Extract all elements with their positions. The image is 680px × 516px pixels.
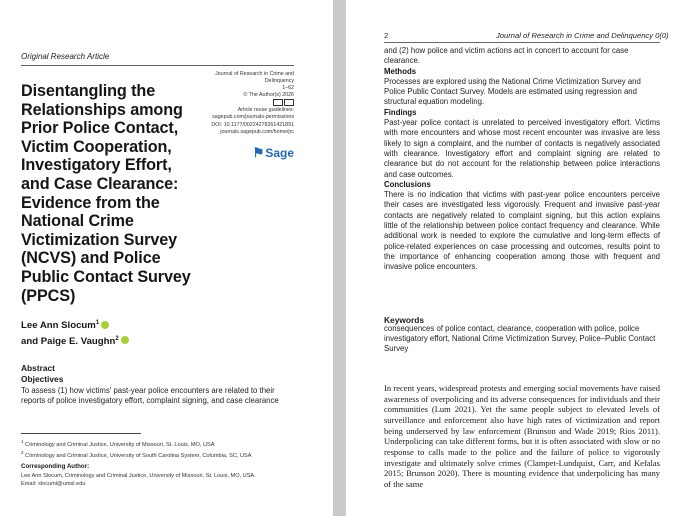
license-icons [198, 99, 294, 107]
footnotes [21, 438, 311, 460]
conclusions-text: There is no indication that victims with past-year police encounters perceive their cases are investigated less vigorously. Frequent and invasive past-year contacts are negatively related to complaint signing, but this action explains little of the relationship between police contact frequency and clearance. While additional work is needed to explore the cumulative and long-term effects of police-related experiences on case processing and outcomes, results point to the importance of enhancing cooperation among those with frequent and invasive police encounters. [384, 190, 660, 272]
running-head: Journal of Research in Crime and Delinquency 0(0) [496, 31, 669, 40]
conclusions-heading: Conclusions [384, 179, 431, 189]
author-1-affil: 1 [95, 320, 100, 326]
corresponding-email[interactable]: Email: slocuml@umsl.edu [21, 481, 86, 488]
corresponding-heading: Corresponding Author: [21, 463, 90, 470]
author-2-prefix: and [21, 335, 39, 347]
footnote-2-text: Criminology and Criminal Justice, University of South Carolina System, Columbia, SC, USA [25, 452, 252, 459]
corresponding-line: Lee Ann Slocum, Criminology and Criminal Justice, University of Missouri, St. Louis, MO, USA. [21, 473, 256, 479]
body-paragraph: In recent years, widespread protests and emerging social movements have raised awareness of overpolicing and its adverse consequences for individuals and their communities (Lum 2021). Yet the same people subject to elevated levels of surveillance and enforcement also have high rates of victimization and report being underserved by law enforcement (Brunson and Wade 2019; Rios 2011). Underpolicing can take different forms, but it is often associated with slow or no response to calls made to the police and the failure of police to vigorously investigate and ultimately solve crimes (Clampet-Lundquist, Carr, and Kefalas 2015; Brunson 2020). There is mounting evidence that underpolicing has many of the same [384, 383, 660, 489]
footnote-1-text: Criminology and Criminal Justice, University of Missouri, St. Louis, MO, USA [25, 441, 215, 448]
sage-s-icon: ⚑ [252, 145, 265, 160]
publisher-name: Sage [265, 146, 294, 160]
reuse-link[interactable]: sagepub.com/journals-permissions [212, 114, 294, 121]
right-page [346, 0, 680, 516]
corresponding-info [21, 472, 321, 488]
orcid-icon[interactable] [121, 336, 129, 344]
reuse-label: Article reuse guidelines: [237, 107, 294, 114]
footnote-2 [21, 449, 311, 460]
abstract-heading: Abstract [21, 363, 55, 373]
doi[interactable]: DOI: 10.1177/00224278261421891 [211, 121, 294, 128]
journal-home-link[interactable]: journals.sagepub.com/home/jrc [220, 128, 294, 135]
objectives-text: To assess (1) how victims' past-year police encounters are related to their reports of police investigatory effort, complaint signing, and case clearance [21, 386, 279, 406]
keywords-text: consequences of police contact, clearance, cooperation with police, police investigatory effort, National Crime Victimization Survey, Police–Public Contact Survey [384, 324, 656, 354]
footnote-1 [21, 438, 311, 449]
sage-logo [250, 145, 294, 159]
keywords-heading: Keywords [384, 315, 425, 325]
author-line-2 [21, 333, 129, 349]
methods-text: Processes are explored using the National Crime Victimization Survey and Police Public Contact Survey. Models are estimated using regression and structural equation modeling. [384, 76, 641, 107]
objectives-heading: Objectives [21, 374, 64, 384]
objectives-continued: and (2) how police and victim actions act in concert to account for case clearance. [384, 46, 629, 66]
running-head-divider [384, 42, 660, 43]
footnote-2-mark: 2 [21, 449, 24, 455]
footnote-divider [21, 433, 141, 434]
journal-meta [198, 71, 294, 136]
open-access-icon [284, 99, 294, 106]
author-2-affil: 2 [115, 335, 119, 342]
cc-license-icon [273, 99, 283, 106]
author-line-1 [21, 317, 129, 333]
findings-heading: Findings [384, 107, 417, 117]
footnote-1-mark: 1 [21, 439, 24, 444]
header-divider [21, 65, 294, 66]
article-title: Disentangling the Relationships among Prior Police Contact, Victim Cooperation, Investigatory Effort, and Case Clearance: Evidence from the National Crime Victimization Survey (NCVS) and Police Public Contact Survey (PPCS) [21, 82, 191, 305]
page-number: 2 [384, 31, 389, 40]
findings-text: Past-year police contact is unrelated to perceived investigatory effort. Victims with more encounters and whose most recent encounter was invasive are less likely to sign a complaint, and the number of contacts is negatively associated with clearance. Investigatory effort and complaint signing are related to clearance but do not account for the relationship between police interactions and case outcomes. [384, 118, 660, 179]
methods-heading: Methods [384, 66, 417, 76]
abstract-continued [384, 46, 660, 273]
copyright: © The Author(s) 2026 [243, 92, 294, 99]
author-list [21, 317, 129, 348]
orcid-icon[interactable] [101, 321, 109, 329]
author-1-name: Lee Ann Slocum [21, 320, 96, 332]
left-page [0, 0, 333, 516]
author-2-name: Paige E. Vaughn [40, 335, 116, 347]
article-type: Original Research Article [21, 52, 110, 61]
journal-name: Journal of Research in Crime and Delinquency [215, 71, 294, 85]
page-range: 1–62 [282, 85, 294, 92]
